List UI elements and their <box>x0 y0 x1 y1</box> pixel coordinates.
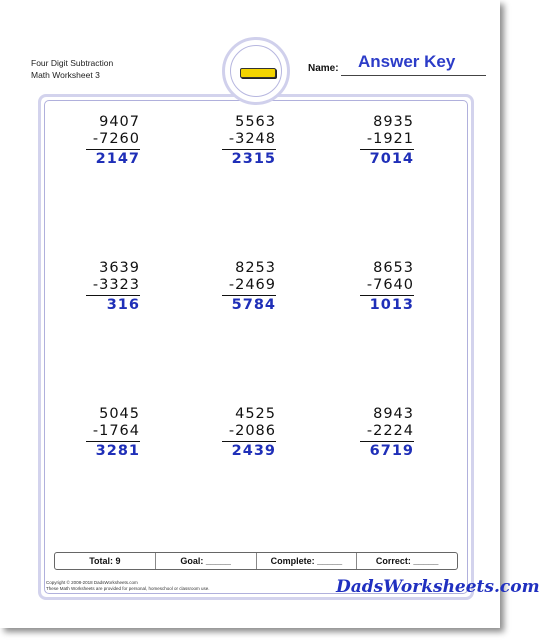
usage-notice: These Math Worksheets are provided for personal, homeschool or classroom use. <box>46 586 210 591</box>
answer-rule <box>360 295 414 296</box>
answer-rule <box>86 149 140 150</box>
answer-rule <box>222 295 276 296</box>
answer-rule <box>86 295 140 296</box>
subtrahend: -7640 <box>366 277 414 293</box>
minuend: 8253 <box>235 260 276 276</box>
minuend: 3639 <box>99 260 140 276</box>
answer-rule <box>360 149 414 150</box>
subtrahend: -7260 <box>92 131 140 147</box>
answer-key-label: Answer Key <box>358 52 456 71</box>
problem-4 <box>86 260 140 314</box>
problem-1 <box>86 114 140 168</box>
answer: 5784 <box>231 297 276 313</box>
answer: 3281 <box>95 443 140 459</box>
name-underline <box>341 75 486 76</box>
problem-6 <box>360 260 414 314</box>
answer-rule <box>222 149 276 150</box>
problem-7 <box>86 406 140 460</box>
minuend: 4525 <box>235 406 276 422</box>
subtrahend: -1921 <box>366 131 414 147</box>
subtrahend: -2086 <box>228 423 276 439</box>
problem-2 <box>222 114 276 168</box>
subtrahend: -1764 <box>92 423 140 439</box>
brand-name: DadsWorksheets.com <box>336 577 540 597</box>
score-complete: Complete: _____ <box>256 553 357 569</box>
minuend: 5045 <box>99 406 140 422</box>
minuend: 8943 <box>373 406 414 422</box>
problem-9 <box>360 406 414 460</box>
answer: 316 <box>106 297 140 313</box>
eraser-badge <box>222 37 290 105</box>
minuend: 8935 <box>373 114 414 130</box>
answer: 2315 <box>231 151 276 167</box>
answer-rule <box>222 441 276 442</box>
answer: 2439 <box>231 443 276 459</box>
minuend: 8653 <box>373 260 414 276</box>
answer-rule <box>86 441 140 442</box>
answer: 6719 <box>369 443 414 459</box>
answer: 1013 <box>369 297 414 313</box>
problems-frame-inner <box>44 100 468 594</box>
subtrahend: -3323 <box>92 277 140 293</box>
answer-rule <box>360 441 414 442</box>
badge-inner-ring <box>230 45 282 97</box>
subtrahend: -2224 <box>366 423 414 439</box>
answer: 2147 <box>95 151 140 167</box>
problems-frame <box>38 94 474 600</box>
score-total: Total: 9 <box>89 556 121 566</box>
subtrahend: -3248 <box>228 131 276 147</box>
problem-8 <box>222 406 276 460</box>
worksheet-title <box>31 57 113 81</box>
score-correct: Correct: _____ <box>356 553 457 569</box>
score-bar <box>54 552 458 570</box>
problem-3 <box>360 114 414 168</box>
answer: 7014 <box>369 151 414 167</box>
title-line-2: Math Worksheet 3 <box>31 70 100 80</box>
copyright-text: Copyright © 2008-2018 DadsWorksheets.com <box>46 580 138 585</box>
score-goal: Goal: _____ <box>155 553 256 569</box>
name-label: Name: <box>308 63 339 74</box>
minuend: 5563 <box>235 114 276 130</box>
minuend: 9407 <box>99 114 140 130</box>
problem-5 <box>222 260 276 314</box>
footer-text <box>46 580 210 592</box>
brand-logo <box>336 577 540 597</box>
title-line-1: Four Digit Subtraction <box>31 58 114 68</box>
subtrahend: -2469 <box>228 277 276 293</box>
name-field <box>308 52 486 76</box>
eraser-icon <box>240 68 276 78</box>
